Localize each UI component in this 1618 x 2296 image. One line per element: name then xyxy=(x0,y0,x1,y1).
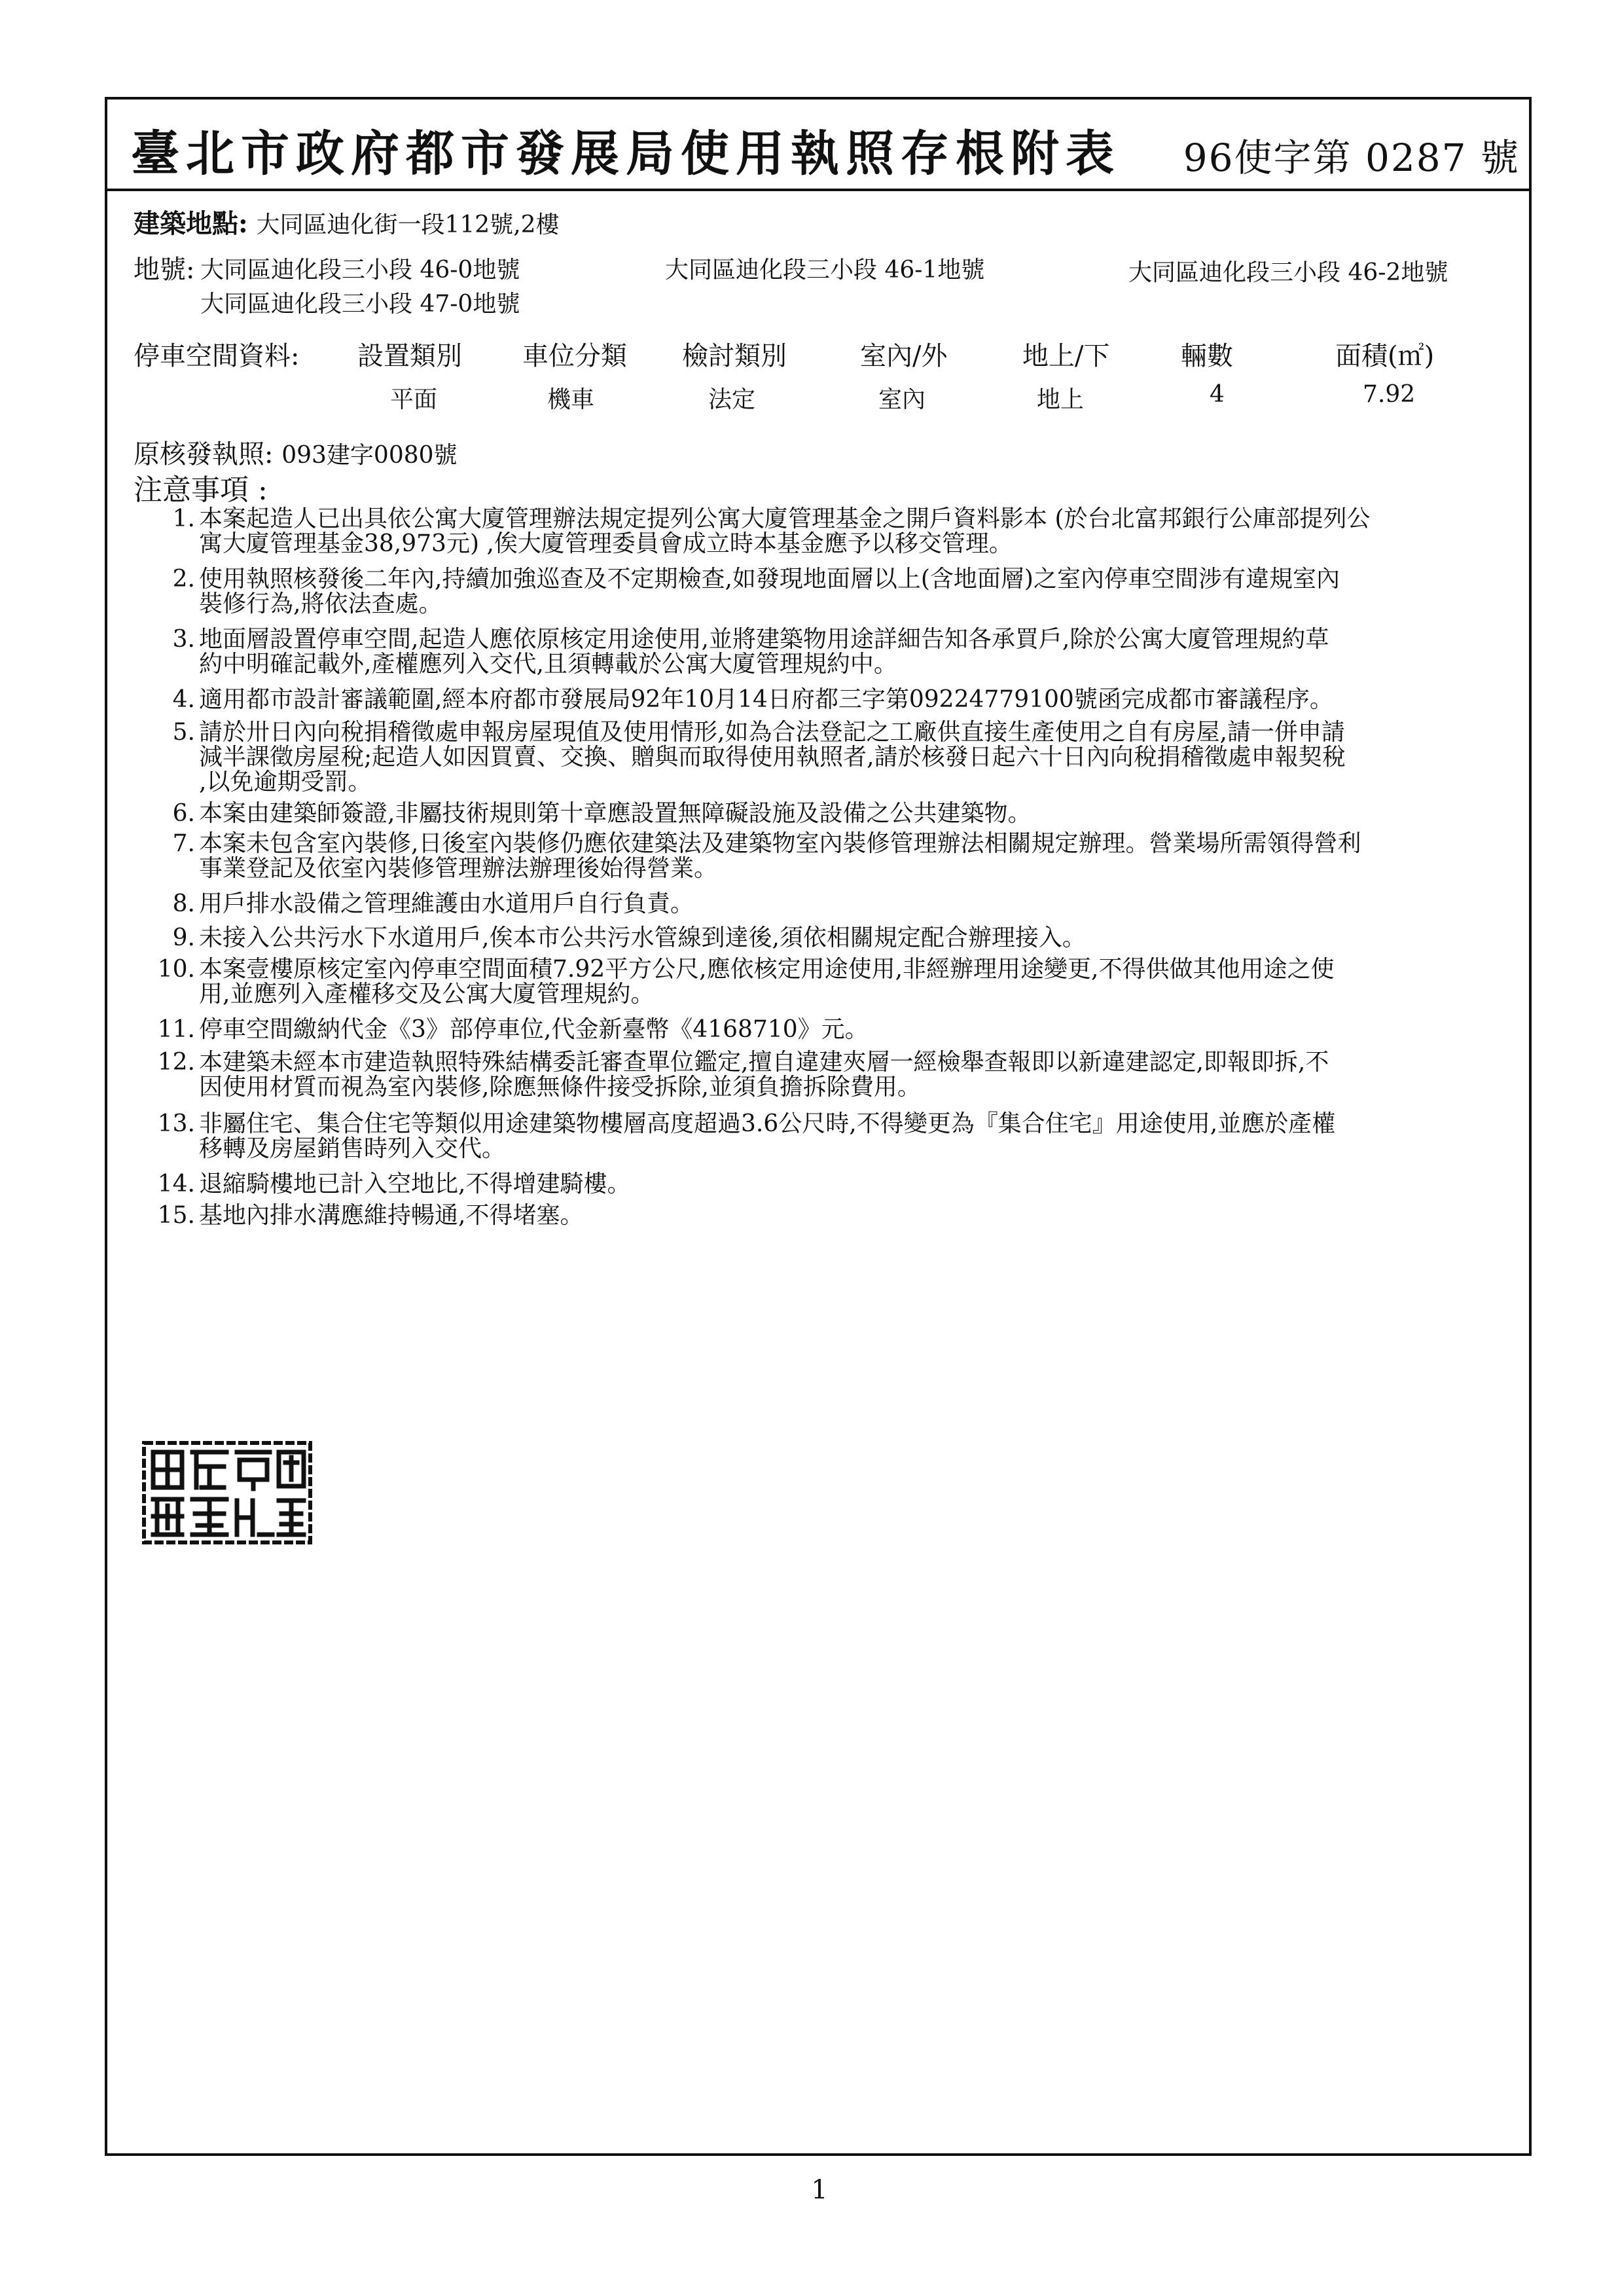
original-permit xyxy=(134,433,458,471)
note-number: 1. xyxy=(172,505,195,532)
note-line: 事業登記及依室內裝修管理辦法辦理後始得營業。 xyxy=(199,855,718,882)
parking-header-level: 地上/下 xyxy=(1022,341,1110,371)
note-line: 移轉及房屋銷售時列入交代。 xyxy=(199,1135,506,1162)
parking-header-count: 輛數 xyxy=(1181,341,1233,371)
note-line: 減半課徵房屋稅;起造人如因買賣、交換、贈與而取得使用執照者,請於核發日起六十日內向稅捐稽徵處申報契稅 xyxy=(199,744,1346,771)
permit-number: 96使字第 0287 號 xyxy=(1183,136,1520,180)
note-line: 地面層設置停車空間,起造人應依原核定用途使用,並將建築物用途詳細告知各承買戶,除於公寓大廈管理規約草 xyxy=(199,626,1329,653)
note-line: 請於卅日內向稅捐稽徵處申報房屋現值及使用情形,如為合法登記之工廠供直接生產使用之自有房屋,請一併申請 xyxy=(199,719,1345,746)
note-number: 14. xyxy=(157,1171,195,1197)
note-line: ,以免逾期受罰。 xyxy=(199,769,372,795)
original-permit-value: 093建字0080號 xyxy=(281,442,458,469)
parking-value-setup: 平面 xyxy=(390,386,438,413)
parking-value-count: 4 xyxy=(1210,381,1225,408)
note-line: 寓大廈管理基金38,973元) ,俟大廈管理委員會成立時本基金應予以移交管理。 xyxy=(199,530,1013,557)
parking-value-indoor: 室內 xyxy=(878,386,926,413)
note-number: 8. xyxy=(172,890,195,917)
lot-number-label: 地號: xyxy=(134,255,195,285)
note-line: 用,並應列入產權移交及公寓大廈管理規約。 xyxy=(199,981,655,1008)
header-row xyxy=(107,100,1529,191)
note-number: 10. xyxy=(157,956,195,983)
note-number: 6. xyxy=(172,800,195,827)
parking-header-setup: 設置類別 xyxy=(357,341,462,371)
note-number: 13. xyxy=(157,1110,195,1137)
note-line: 本建築未經本市建造執照特殊結構委託審查單位鑑定,擅自違建夾層一經檢舉查報即以新違建認定,即報即拆,不 xyxy=(199,1049,1329,1076)
building-site-value: 大同區迪化街一段112號,2樓 xyxy=(256,211,560,238)
document-frame xyxy=(105,97,1532,2156)
lot-number-3: 大同區迪化段三小段 46-2地號 xyxy=(1128,259,1448,286)
lot-number-4: 大同區迪化段三小段 47-0地號 xyxy=(200,291,520,318)
note-number: 5. xyxy=(172,719,195,746)
parking-value-class: 機車 xyxy=(547,386,595,413)
note-line: 未接入公共污水下水道用戶,俟本市公共污水管線到達後,須依相關規定配合辦理接入。 xyxy=(199,924,1086,951)
building-site-label: 建築地點: xyxy=(134,208,248,239)
parking-value-review: 法定 xyxy=(708,386,756,413)
lot-number-1: 大同區迪化段三小段 46-0地號 xyxy=(200,257,520,283)
building-site xyxy=(134,203,560,240)
original-permit-label: 原核發執照: xyxy=(134,439,274,469)
note-line: 適用都市設計審議範圍,經本府都市發展局92年10月14日府都三字第09224779100號函完成都市審議程序。 xyxy=(199,686,1333,713)
note-number: 12. xyxy=(157,1049,195,1076)
notes-title: 注意事項 : xyxy=(134,473,268,507)
note-line: 因使用材質而視為室內裝修,除應無條件接受拆除,並須負擔拆除費用。 xyxy=(199,1074,921,1101)
note-line: 本案未包含室內裝修,日後室內裝修仍應依建築法及建築物室內裝修管理辦法相關規定辦理。營業場所需領得營利 xyxy=(199,830,1361,857)
note-number: 9. xyxy=(172,924,195,951)
note-line: 本案由建築師簽證,非屬技術規則第十章應設置無障礙設施及設備之公共建築物。 xyxy=(199,800,1032,827)
note-number: 11. xyxy=(157,1016,195,1043)
note-line: 停車空間繳納代金《3》部停車位,代金新臺幣《4168710》元。 xyxy=(199,1016,869,1043)
note-line: 約中明確記載外,產權應列入交代,且須轉載於公寓大廈管理規約中。 xyxy=(199,651,897,678)
note-line: 使用執照核發後二年內,持續加強巡查及不定期檢查,如發現地面層以上(含地面層)之室內停車空間涉有違規室內 xyxy=(199,566,1340,592)
parking-value-level: 地上 xyxy=(1037,386,1085,413)
parking-header-indoor: 室內/外 xyxy=(860,341,948,371)
note-line: 非屬住宅、集合住宅等類似用途建築物樓層高度超過3.6公尺時,不得變更為『集合住宅』用途使用,並應於產權 xyxy=(199,1110,1336,1137)
note-number: 7. xyxy=(172,830,195,857)
note-line: 用戶排水設備之管理維護由水道用戶自行負責。 xyxy=(199,890,694,917)
note-line: 本案起造人已出具依公寓大廈管理辦法規定提列公寓大廈管理基金之開戶資料影本 (於台北富邦銀行公庫部提列公 xyxy=(199,505,1371,532)
note-line: 本案壹樓原核定室內停車空間面積7.92平方公尺,應依核定用途使用,非經辦理用途變更,不得供做其他用途之使 xyxy=(199,956,1335,983)
page-number: 1 xyxy=(811,2175,828,2205)
parking-header-review: 檢討類別 xyxy=(682,341,787,371)
page-title: 臺北市政府都市發展局使用執照存根附表 xyxy=(131,126,1121,182)
note-number: 3. xyxy=(172,626,195,653)
note-number: 4. xyxy=(172,686,195,713)
official-seal-stamp-icon xyxy=(141,1440,313,1545)
parking-label: 停車空間資料: xyxy=(134,341,300,371)
parking-value-area: 7.92 xyxy=(1363,381,1416,408)
note-line: 基地內排水溝應維持暢通,不得堵塞。 xyxy=(199,1202,584,1229)
note-line: 裝修行為,將依法查處。 xyxy=(199,591,442,617)
lot-number-2: 大同區迪化段三小段 46-1地號 xyxy=(665,257,985,283)
note-number: 15. xyxy=(157,1202,195,1229)
parking-header-area: 面積(㎡) xyxy=(1335,341,1435,371)
parking-header-class: 車位分類 xyxy=(522,341,627,371)
note-line: 退縮騎樓地已計入空地比,不得增建騎樓。 xyxy=(199,1171,631,1197)
note-number: 2. xyxy=(172,566,195,592)
